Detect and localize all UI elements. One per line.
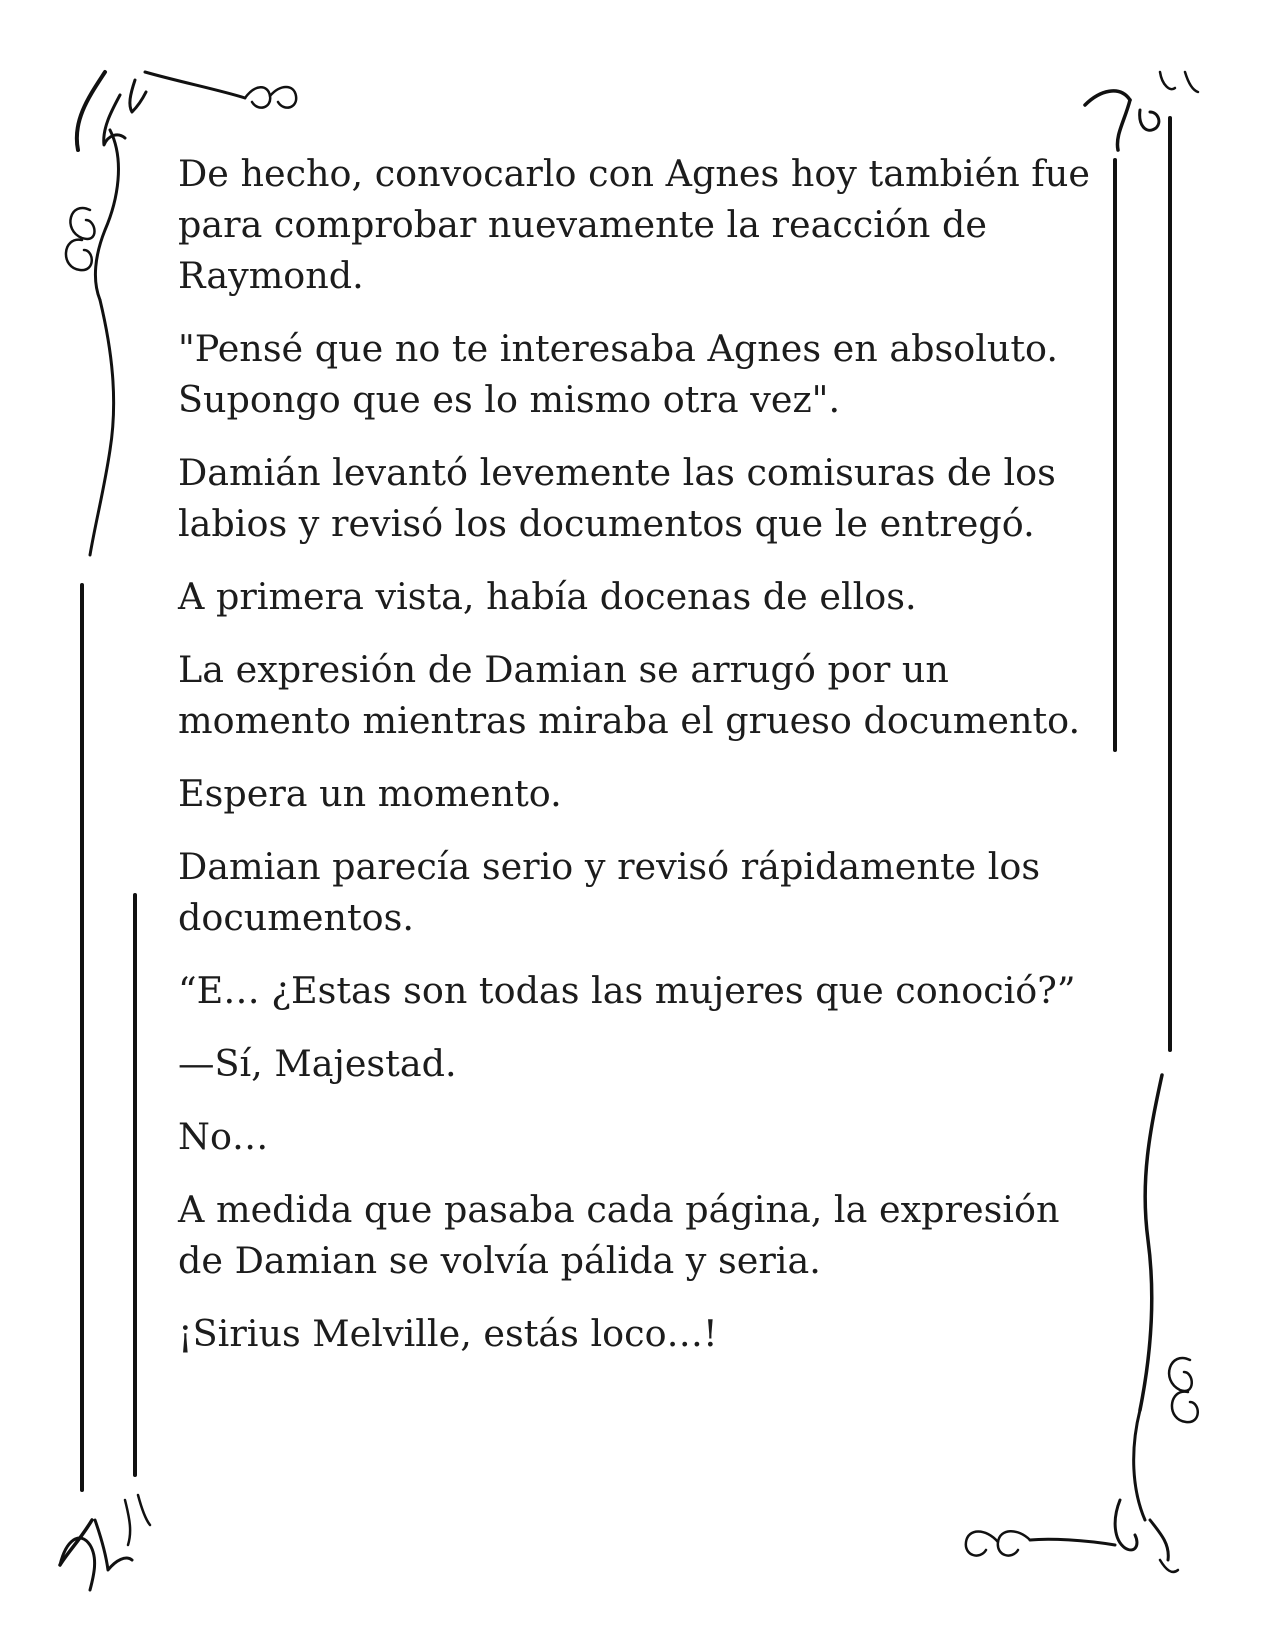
story-text bbox=[178, 148, 1108, 1381]
paragraph-9: —Sí, Majestad. bbox=[178, 1042, 457, 1085]
paragraph-7: Damian parecía serio y revisó rápidamente los documentos. bbox=[178, 845, 1041, 939]
paragraph-8: “E… ¿Estas son todas las mujeres que conoció?” bbox=[178, 969, 1076, 1012]
paragraph-12: ¡Sirius Melville, estás loco…! bbox=[178, 1312, 718, 1355]
paragraph-1: De hecho, convocarlo con Agnes hoy también fue para comprobar nuevamente la reacción de Raymond. bbox=[178, 152, 1090, 297]
paragraph-6: Espera un momento. bbox=[178, 772, 562, 815]
bottom-left-flourish bbox=[60, 1495, 150, 1590]
paragraph-3: Damián levantó levemente las comisuras de los labios y revisó los documentos que le entregó. bbox=[178, 451, 1056, 545]
paragraph-5: La expresión de Damian se arrugó por un momento mientras miraba el grueso documento. bbox=[178, 648, 1081, 742]
top-right-flourish bbox=[1085, 72, 1198, 150]
paragraph-2: "Pensé que no te interesaba Agnes en absoluto. Supongo que es lo mismo otra vez". bbox=[178, 327, 1058, 421]
paragraph-10: No… bbox=[178, 1115, 269, 1158]
paragraph-11: A medida que pasaba cada página, la expresión de Damian se volvía pálida y seria. bbox=[178, 1188, 1060, 1282]
paragraph-4: A primera vista, había docenas de ellos. bbox=[178, 575, 917, 618]
